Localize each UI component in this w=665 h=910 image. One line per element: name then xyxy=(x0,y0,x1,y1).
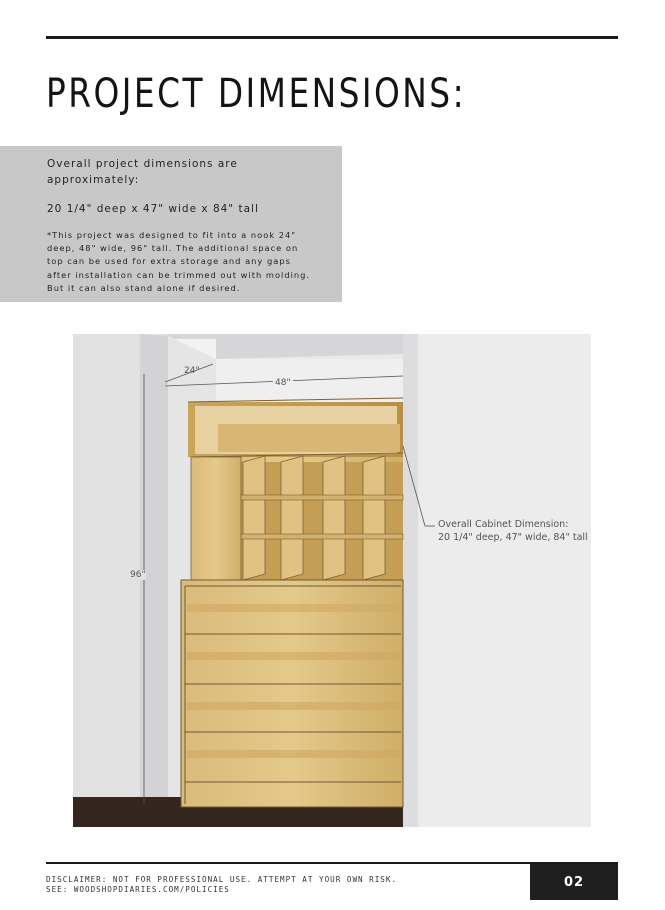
cabinet-callout xyxy=(438,518,588,544)
height-label: 96" xyxy=(130,570,146,580)
right-wall xyxy=(403,334,591,827)
dimensions-intro: Overall project dimensions are approximately: xyxy=(47,158,238,186)
page-number: 02 xyxy=(530,864,618,900)
depth-label: 24" xyxy=(184,366,200,376)
cabinet-drawing xyxy=(73,334,591,827)
callout-line-2: 20 1/4" deep, 47" wide, 84" tall xyxy=(438,532,588,543)
dimensions-note: *This project was designed to fit into a nook 24" deep, 48" wide, 96" tall. The additional space on top can be used for extra storage and any gaps after installation can be trimmed out with molding. But it can also stand alone if desired. xyxy=(47,230,311,293)
disclaimer-line-2: SEE: WOODSHOPDIARIES.COM/POLICIES xyxy=(46,885,230,894)
width-label: 48" xyxy=(275,378,291,388)
disclaimer xyxy=(46,875,397,895)
dimensions-summary: 20 1/4" deep x 47" wide x 84" tall xyxy=(47,203,259,215)
dresser xyxy=(181,580,403,807)
page-title: PROJECT DIMENSIONS: xyxy=(46,71,467,117)
disclaimer-line-1: DISCLAIMER: NOT FOR PROFESSIONAL USE. ATTEMPT AT YOUR OWN RISK. xyxy=(46,875,398,884)
callout-line-1: Overall Cabinet Dimension: xyxy=(438,519,569,530)
top-rule xyxy=(46,36,618,39)
dimensions-info-box xyxy=(0,146,342,302)
